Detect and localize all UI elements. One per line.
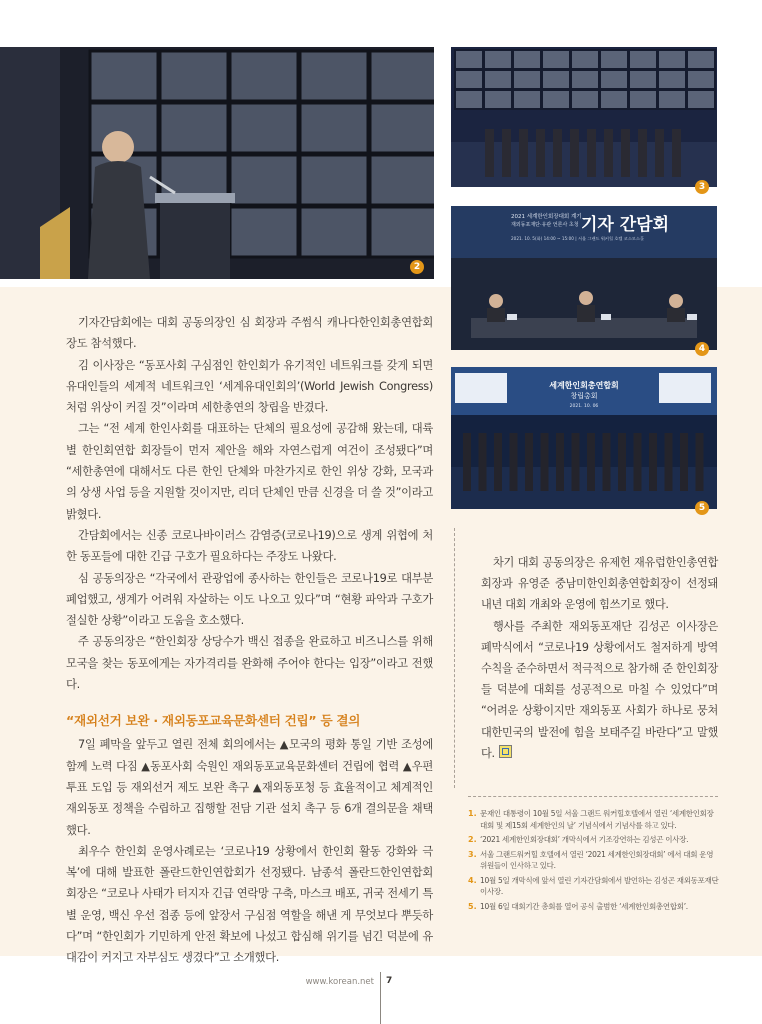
video-tile xyxy=(687,50,715,69)
video-tile xyxy=(455,90,483,109)
person-figure xyxy=(603,433,611,491)
video-tile xyxy=(300,103,368,153)
banner-small-title: 2021 세계한인회장대회 계기 xyxy=(511,214,582,220)
person-figure xyxy=(587,433,595,491)
person-figure xyxy=(494,433,502,491)
banner-title: 세계한인회총연합회 xyxy=(549,381,619,390)
video-tile xyxy=(513,70,541,89)
video-tile xyxy=(300,51,368,101)
person-figure xyxy=(672,129,681,177)
caption-item xyxy=(468,808,720,831)
person-figure xyxy=(525,433,533,491)
person-figure xyxy=(510,433,518,491)
end-of-article-icon xyxy=(499,745,512,758)
person-figure xyxy=(621,129,630,177)
video-tile xyxy=(542,50,570,69)
person-figure xyxy=(638,129,647,177)
banner-heading: 기자 간담회 xyxy=(581,215,670,235)
page-number: 7 xyxy=(386,976,393,986)
video-tile xyxy=(160,103,228,153)
paragraph-text: 행사를 주최한 재외동포재단 김성곤 이사장은 폐막식에서 “코로나19 상황에서도 철저하게 방역 수칙을 준수하면서 적극적으로 참가해 준 한인회장들 덕분에 대회를 성공적으로 마칠 수 있었다”며 “어려운 상황이지만 재외동포 사회가 하나로 뭉쳐 대한민국의 발전에 힘을 보태주길 바란다”고 말했다. xyxy=(481,619,718,760)
caption-item xyxy=(468,875,720,898)
banner-date: 2021. 10. 06 xyxy=(569,404,599,409)
paragraph: 차기 대회 공동의장은 유제헌 재유럽한인총연합회장과 유영준 중남미한인회총연합회장이 선정돼 내년 대회 개최와 운영에 힘쓰기로 했다. xyxy=(481,556,718,612)
video-tile xyxy=(300,155,368,205)
video-tile xyxy=(600,50,628,69)
video-tile xyxy=(300,207,368,257)
video-tile xyxy=(571,50,599,69)
banner-small-subtitle: 재외동포재단·유관 언론사 초청 xyxy=(511,222,579,228)
caption-text: 10월 5일 개막식에 앞서 열린 기자간담회에서 발언하는 김성곤 재외동포재단 이사장. xyxy=(480,875,719,896)
article-right-column xyxy=(481,552,718,764)
video-tile xyxy=(687,70,715,89)
video-tile xyxy=(370,103,434,153)
video-tile xyxy=(230,103,298,153)
caption-number: 3. xyxy=(468,849,477,859)
caption-text: 10월 6일 대회기간 총회를 열어 공식 출범한 ‘세계한인회총연합회’. xyxy=(480,901,688,911)
banner-subtitle: 창립총회 xyxy=(570,392,598,400)
person-figure xyxy=(463,433,471,491)
photo-inaugural-assembly xyxy=(451,367,717,509)
person-figure xyxy=(479,433,487,491)
caption-number: 2. xyxy=(468,835,477,844)
video-tile xyxy=(513,50,541,69)
video-tile xyxy=(230,155,298,205)
video-tile xyxy=(600,70,628,89)
caption-text: 문재인 대통령이 10월 5일 서울 그랜드 워커힐호텔에서 열린 ‘세계한인회장대회 및 제15회 세계한인의 날’ 기념식에서 기념사를 하고 있다. xyxy=(480,809,714,830)
photo-number-badge: 3 xyxy=(695,180,709,194)
article-left-column xyxy=(66,312,433,969)
person-figure xyxy=(485,129,494,177)
paragraph: 기자간담회에는 대회 공동의장인 심 회장과 주썸식 캐나다한인회총연합회장도 참석했다. xyxy=(66,316,433,351)
column-divider xyxy=(454,528,455,788)
footer-divider xyxy=(380,972,381,1024)
caption-text: 서울 그랜드워커힐 호텔에서 열린 ‘2021 세계한인회장대회’ 에서 대회 운영위원들이 인사하고 있다. xyxy=(480,849,714,870)
photo-number-badge: 2 xyxy=(410,260,424,274)
captions-divider xyxy=(468,796,718,797)
paragraph: 최우수 한인회 운영사례로는 ‘코로나19 상황에서 한인회 활동 강화와 극복’에 대해 발표한 폴란드한인연합회가 선정됐다. 남종석 폴란드한인연합회 회장은 “코로나 사태가 터지자 긴급 연락망 구축, 마스크 배포, 귀국 전세기 특별 운영, 백신 우선 접종 등에 앞장서 구심점 역할을 해낸 게 무엇보다 뿌듯하다”며 “한인회가 기민하게 안전 확보에 나섰고 합심해 위기를 넘긴 덕분에 유대감이 커지고 자부심도 생겼다”고 소개했다. xyxy=(66,844,433,965)
video-tile xyxy=(658,70,686,89)
person-figure xyxy=(536,129,545,177)
video-tile xyxy=(571,70,599,89)
video-tile xyxy=(687,90,715,109)
video-tile xyxy=(370,155,434,205)
video-tile xyxy=(629,70,657,89)
video-tile xyxy=(542,90,570,109)
section-subheading: “재외선거 보완 · 재외동포교육문화센터 건립” 등 결의 xyxy=(66,713,361,729)
video-tile xyxy=(230,207,298,257)
person-figure xyxy=(649,433,657,491)
video-tile xyxy=(484,90,512,109)
caption-number: 4. xyxy=(468,875,477,885)
person-figure xyxy=(634,433,642,491)
video-tile xyxy=(484,70,512,89)
caption-number: 1. xyxy=(468,809,477,818)
video-wall xyxy=(455,50,715,109)
caption-text: ‘2021 세계한인회장대회’ 개막식에서 기조강연하는 김성곤 이사장. xyxy=(480,835,689,844)
paragraph: 주 공동의장은 “한인회장 상당수가 백신 접종을 완료하고 비즈니스를 위해 모국을 찾는 동포에게는 자가격리를 완화해 주어야 한다는 입장”이라고 전했다. xyxy=(66,635,433,692)
person-figure xyxy=(553,129,562,177)
video-tile xyxy=(542,70,570,89)
video-tile xyxy=(658,50,686,69)
person-figure xyxy=(665,433,673,491)
photo-number-badge: 5 xyxy=(695,501,709,515)
video-tile xyxy=(370,51,434,101)
video-tile xyxy=(484,50,512,69)
video-tile xyxy=(370,207,434,257)
caption-item xyxy=(468,849,720,872)
caption-number: 5. xyxy=(468,901,477,911)
banner-date: 2021. 10. 5(화) 14:00 ~ 15:00 | 서울 그랜드 워커힐 호텔 코스모스홀 xyxy=(511,236,644,241)
photo-press-conference xyxy=(451,206,717,350)
video-tile xyxy=(571,90,599,109)
paragraph: 간담회에서는 신종 코로나바이러스 감염증(코로나19)으로 생계 위협에 처한 동포들에 대한 긴급 구호가 필요하다는 주장도 나왔다. xyxy=(66,528,433,564)
person-figure xyxy=(618,433,626,491)
video-tile xyxy=(658,90,686,109)
video-tile xyxy=(90,51,158,101)
photo-number-badge: 4 xyxy=(695,342,709,356)
caption-item xyxy=(468,834,720,846)
person-figure xyxy=(655,129,664,177)
photo-captions xyxy=(468,808,720,915)
video-tile xyxy=(629,90,657,109)
person-figure xyxy=(604,129,613,177)
person-figure xyxy=(519,129,528,177)
video-tile xyxy=(455,50,483,69)
person-figure xyxy=(541,433,549,491)
person-figure xyxy=(572,433,580,491)
video-tile xyxy=(600,90,628,109)
person-figure xyxy=(696,433,704,491)
person-figure xyxy=(502,129,511,177)
photo-keynote-speech xyxy=(0,47,434,279)
photo-committee-greeting xyxy=(451,47,717,187)
video-tile xyxy=(455,70,483,89)
paragraph: 7일 폐막을 앞두고 열린 전체 회의에서는 ▲모국의 평화 통일 기반 조성에 함께 노력 다짐 ▲동포사회 숙원인 재외동포교육문화센터 건립에 협력 ▲우편투표 도입 등 재외선거 제도 보완 촉구 ▲재외동포청 등 효율적이고 체계적인 재외동포 정책을 수립하고 집행할 전담 기관 설치 촉구 등 6개 결의문을 채택했다. xyxy=(66,738,433,837)
footer-website-link[interactable]: www.korean.net xyxy=(305,977,374,987)
paragraph: 김 이사장은 “동포사회 구심점인 한인회가 유기적인 네트워크를 갖게 되면 유대인들의 세계적 네트워크인 ‘세계유대인회의’(World Jewish Congress)처럼 위상이 커질 것”이라며 세한총연의 창립을 반겼다. xyxy=(66,358,433,415)
video-tile xyxy=(629,50,657,69)
paragraph xyxy=(481,616,718,764)
person-figure xyxy=(556,433,564,491)
video-tile xyxy=(513,90,541,109)
video-tile xyxy=(230,51,298,101)
person-figure xyxy=(570,129,579,177)
person-figure xyxy=(587,129,596,177)
paragraph: 그는 “전 세계 한인사회를 대표하는 단체의 필요성에 공감해 왔는데, 대륙별 한인회연합 회장들이 먼저 제안을 해와 자연스럽게 여건이 조성됐다”며 “세한총연에 대해서도 다른 한인 단체와 마찬가지로 한인 위상 강화, 모국과의 상생 사업 등을 지원할 것이지만, 리더 단체인 만큼 신경을 더 쓸 것”이라고 밝혔다. xyxy=(66,422,433,521)
caption-item xyxy=(468,901,720,913)
video-tile xyxy=(160,51,228,101)
paragraph: 심 공동의장은 “각국에서 관광업에 종사하는 한인들은 코로나19로 대부분 폐업했고, 생계가 어려워 자살하는 이도 나오고 있다”며 “현황 파악과 구호가 절실한 상황”이라고 도움을 호소했다. xyxy=(66,571,433,628)
person-figure xyxy=(680,433,688,491)
